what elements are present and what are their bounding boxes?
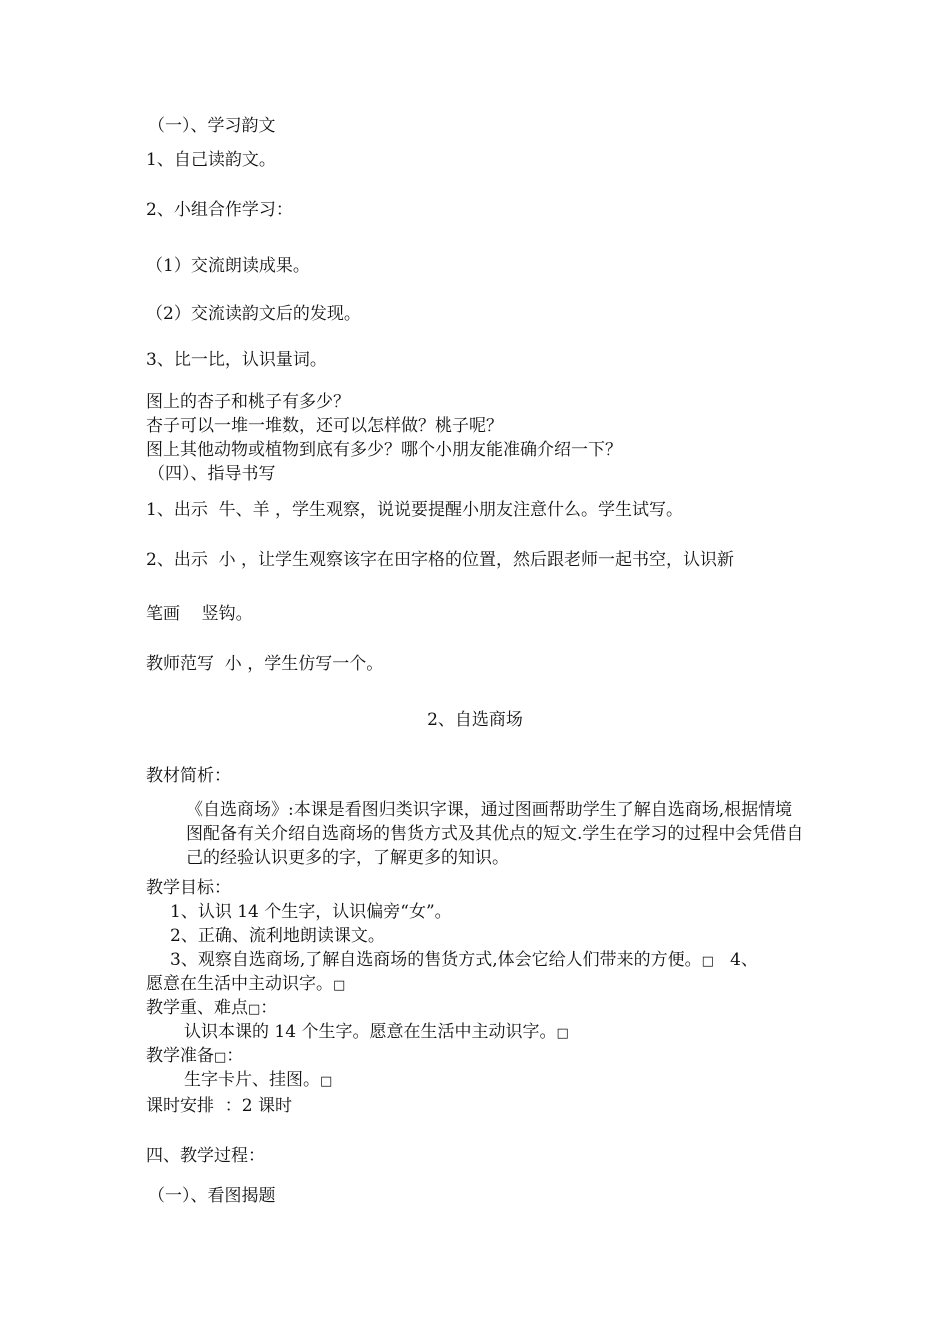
process-heading: 四、教学过程： — [146, 1146, 265, 1166]
missing-glyph-box: □ — [556, 1026, 569, 1041]
process-step-1: （一）、看图揭题 — [148, 1186, 276, 1206]
key-points-colon: ： — [260, 998, 278, 1018]
lesson-title: 2、自选商场 — [427, 710, 523, 730]
goal-2: 2、正确、流利地朗读课文。 — [170, 926, 385, 946]
key-points-label: 教学重、难点 — [146, 998, 248, 1018]
question-3: 图上其他动物或植物到底有多少？哪个小朋友能准确介绍一下？ — [146, 440, 622, 460]
step-1: 1、自己读韵文。 — [146, 150, 276, 170]
missing-glyph-box: □ — [320, 1074, 333, 1089]
analysis-text: 《自选商场》:本课是看图归类识字课，通过图画帮助学生了解自选商场,根据情境图配备有关介绍自选商场的售货方式及其优点的短文.学生在学习的过程中会凭借自己的经验认识更多的字，了解更多的知识。 — [186, 800, 804, 868]
goal-3 — [170, 948, 758, 974]
writing-step-1: 1、出示 牛、羊 ，学生观察，说说要提醒小朋友注意什么。学生试写。 — [146, 500, 684, 520]
missing-glyph-box: □ — [701, 954, 714, 969]
substep-2: （2）交流读韵文后的发现。 — [146, 304, 361, 324]
heading-writing-guide: （四）、指导书写 — [148, 464, 276, 484]
writing-step-2: 2、出示 小 ，让学生观察该字在田字格的位置，然后跟老师一起书空，认识新 — [146, 550, 735, 570]
substep-1: （1）交流朗读成果。 — [146, 256, 310, 276]
preparation-heading — [146, 1044, 243, 1070]
key-points-heading — [146, 996, 277, 1022]
missing-glyph-box: □ — [214, 1050, 227, 1065]
question-2: 杏子可以一堆一堆数，还可以怎样做？桃子呢？ — [146, 416, 503, 436]
preparation-label: 教学准备 — [146, 1046, 214, 1066]
heading-study-rhyme: （一）、学习韵文 — [148, 116, 276, 136]
writing-step-2-cont: 笔画 竖钩。 — [146, 604, 253, 624]
schedule: 课时安排 ：2 课时 — [146, 1096, 293, 1116]
goal-4 — [146, 972, 345, 998]
preparation-colon: ： — [226, 1046, 244, 1066]
teacher-demo: 教师范写 小 ，学生仿写一个。 — [146, 654, 384, 674]
goal-4-text: 愿意在生活中主动识字。 — [146, 974, 333, 994]
step-2: 2、小组合作学习： — [146, 200, 293, 220]
goals-heading: 教学目标： — [146, 878, 231, 898]
goal-1: 1、认识 14 个生字，认识偏旁“女”。 — [170, 902, 452, 922]
missing-glyph-box: □ — [333, 978, 346, 993]
question-1: 图上的杏子和桃子有多少？ — [146, 392, 350, 412]
goal-4-number: 4、 — [713, 950, 758, 970]
missing-glyph-box: □ — [248, 1002, 261, 1017]
analysis-paragraph — [146, 798, 808, 870]
preparation-text — [184, 1068, 332, 1094]
step-3: 3、比一比，认识量词。 — [146, 350, 327, 370]
goal-3-text: 3、观察自选商场,了解自选商场的售货方式,体会它给人们带来的方便。 — [170, 950, 702, 970]
preparation-content: 生字卡片、挂图。 — [184, 1070, 320, 1090]
key-points-text — [184, 1020, 569, 1046]
key-points-content: 认识本课的 14 个生字。愿意在生活中主动识字。 — [184, 1022, 557, 1042]
analysis-heading: 教材简析： — [146, 766, 231, 786]
